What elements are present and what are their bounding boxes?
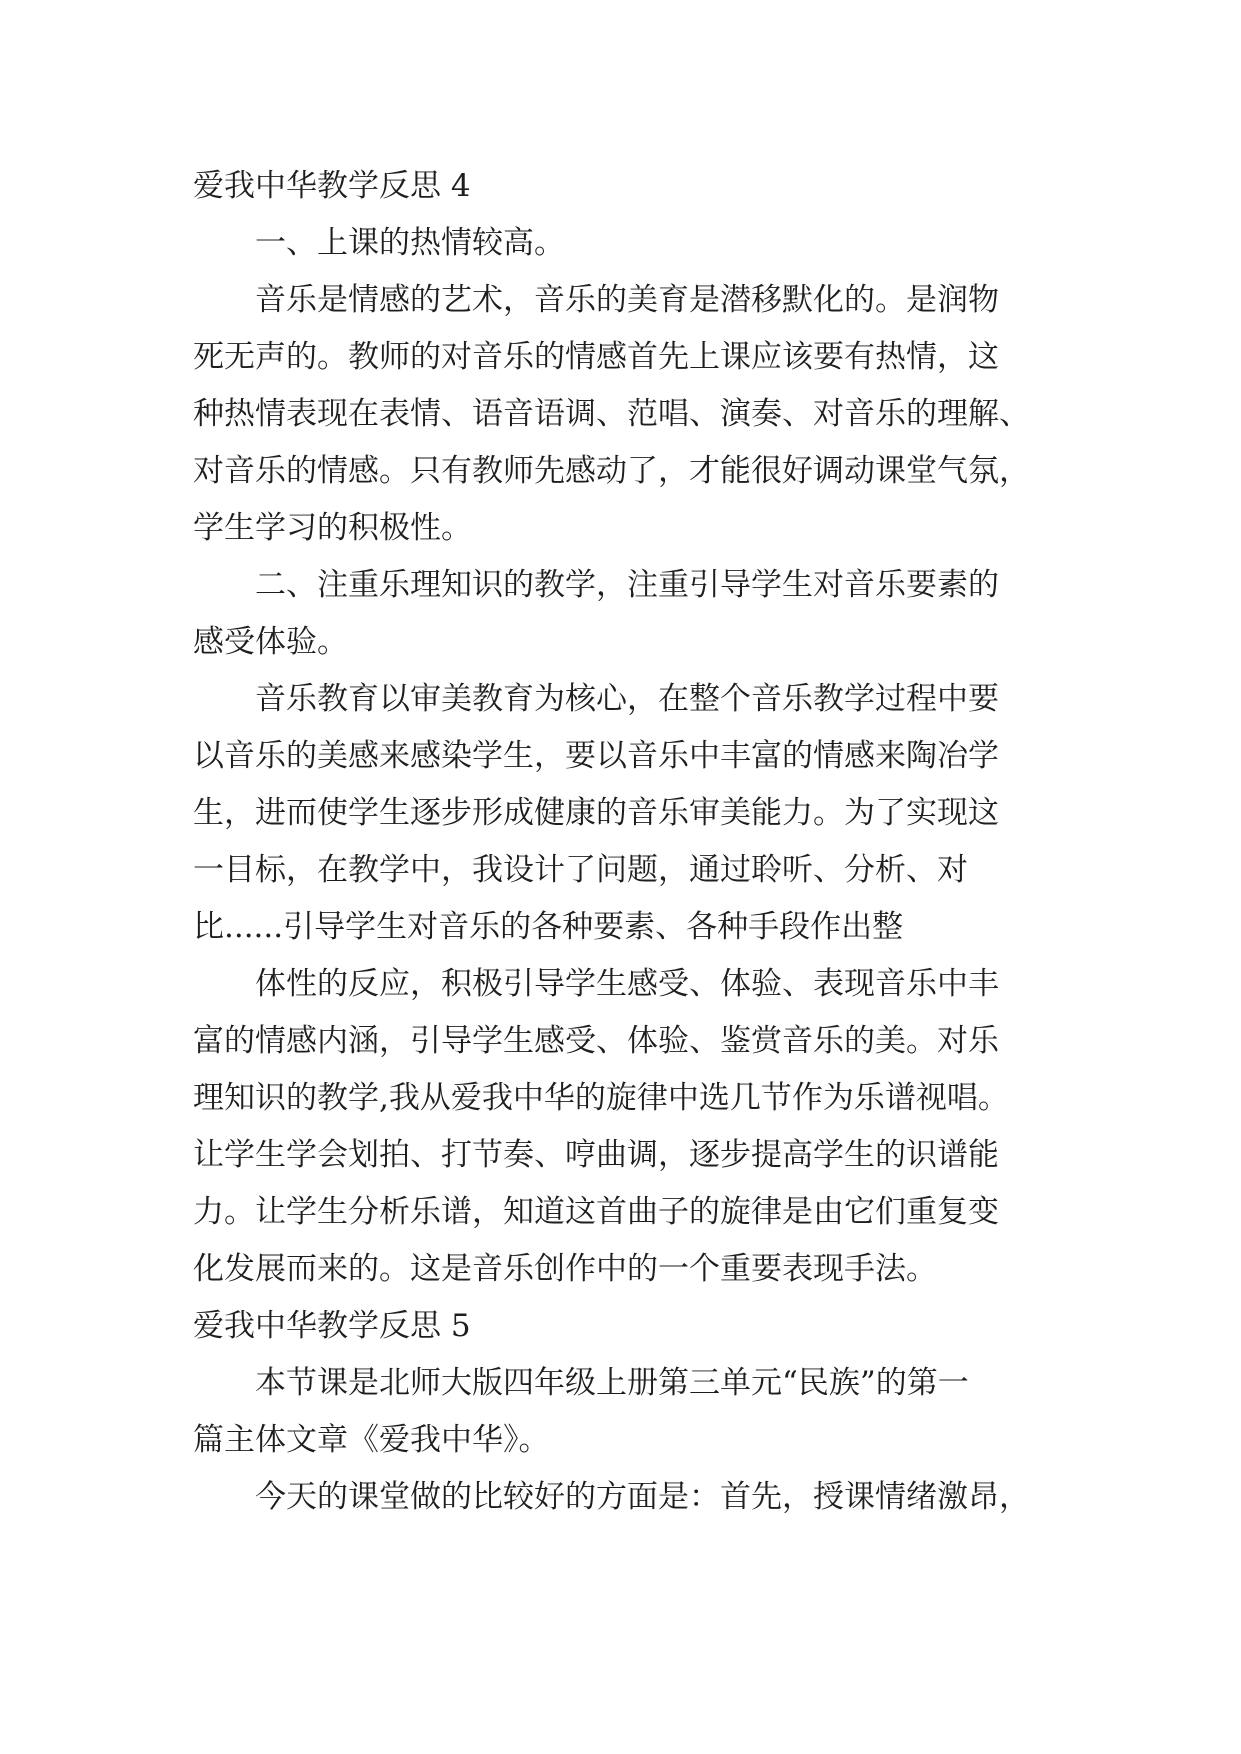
paragraph-line: 感受体验。 <box>193 624 348 660</box>
paragraph-line: 音乐教育以审美教育为核心，在整个音乐教学过程中要 <box>193 681 999 717</box>
paragraph-line: 一目标，在教学中，我设计了问题，通过聆听、分析、对 <box>193 852 968 888</box>
paragraph-line: 让学生学会划拍、打节奏、哼曲调，逐步提高学生的识谱能 <box>193 1137 999 1173</box>
paragraph-line: 对音乐的情感。只有教师先感动了，才能很好调动课堂气氛， <box>193 453 1030 489</box>
paragraph-line: 二、注重乐理知识的教学，注重引导学生对音乐要素的 <box>193 567 999 603</box>
paragraph-line: 体性的反应，积极引导学生感受、体验、表现音乐中丰 <box>193 966 999 1002</box>
paragraph-line: 以音乐的美感来感染学生，要以音乐中丰富的情感来陶冶学 <box>193 738 999 774</box>
paragraph-line: 富的情感内涵，引导学生感受、体验、鉴赏音乐的美。对乐 <box>193 1023 999 1059</box>
paragraph-line: 种热情表现在表情、语音语调、范唱、演奏、对音乐的理解、 <box>193 396 1030 432</box>
section-title-4: 爱我中华教学反思 4 <box>193 168 471 204</box>
paragraph-line: 化发展而来的。这是音乐创作中的一个重要表现手法。 <box>193 1251 937 1287</box>
paragraph-line: 篇主体文章《爱我中华》。 <box>193 1422 550 1458</box>
paragraph-line: 音乐是情感的艺术，音乐的美育是潜移默化的。是润物 <box>193 282 999 318</box>
paragraph-line: 死无声的。教师的对音乐的情感首先上课应该要有热情，这 <box>193 339 999 375</box>
paragraph-line: 比......引导学生对音乐的各种要素、各种手段作出整 <box>193 909 904 945</box>
paragraph-line: 生，进而使学生逐步形成健康的音乐审美能力。为了实现这 <box>193 795 999 831</box>
paragraph-line: 本节课是北师大版四年级上册第三单元“民族”的第一 <box>193 1365 969 1401</box>
paragraph-line: 今天的课堂做的比较好的方面是：首先，授课情绪激昂， <box>193 1479 1030 1515</box>
paragraph-line: 学生学习的积极性。 <box>193 510 472 546</box>
paragraph-line: 力。让学生分析乐谱，知道这首曲子的旋律是由它们重复变 <box>193 1194 999 1230</box>
section-title-5: 爱我中华教学反思 5 <box>193 1308 471 1344</box>
paragraph-line: 理知识的教学,我从爱我中华的旋律中选几节作为乐谱视唱。 <box>193 1080 1009 1116</box>
paragraph-line: 一、上课的热情较高。 <box>193 225 565 261</box>
